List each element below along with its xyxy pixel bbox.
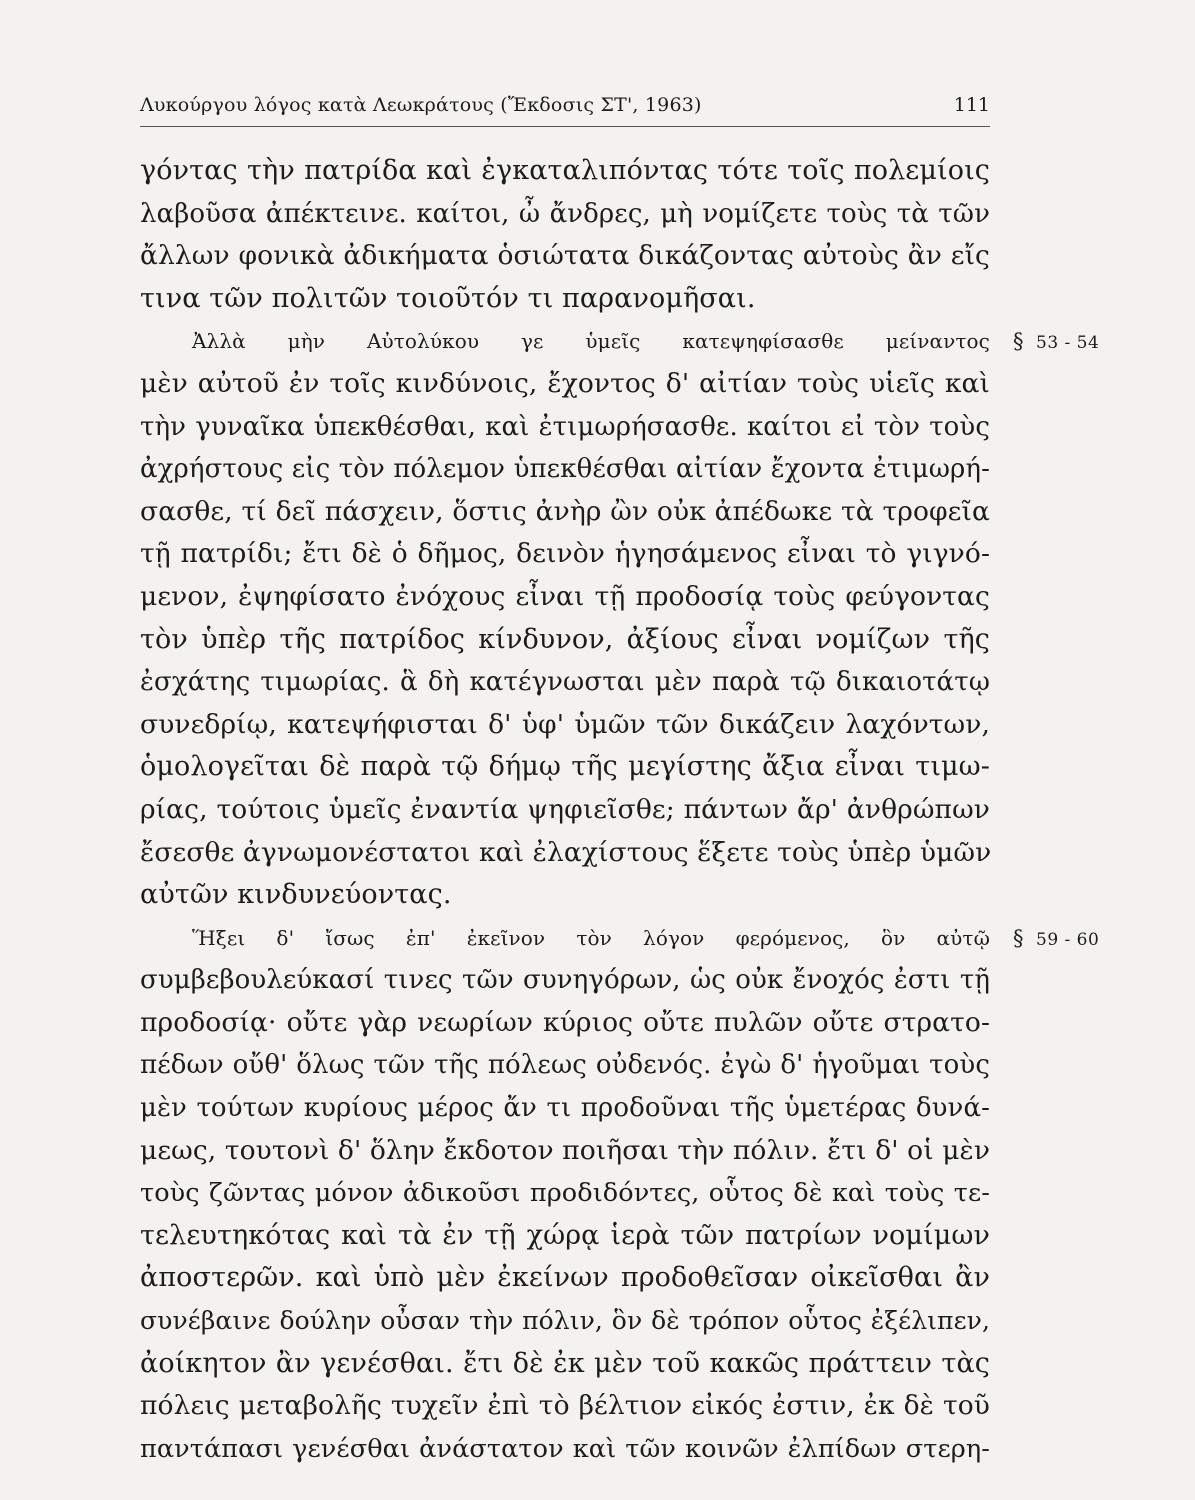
text-line: συνέβαινε δούλην οὖσαν τὴν πόλιν, ὃν δὲ τρόπον οὗτος ἐξέλιπεν, [140,1306,990,1336]
text-line: προδοσίᾳ· οὔτε γὰρ νεωρίων κύριος οὔτε πυλῶν οὔτε στρατο- [140,1006,990,1038]
text-line: ἔσεσθε ἀγνωμονέστατοι καὶ ἐλαχίστους ἕξετε τοὺς ὑπὲρ ὑμῶν [140,836,992,868]
margin-section-ref [1013,320,1099,365]
text-line: αὐτῶν κινδυνεύοντας. [140,879,452,911]
text-line: ὁμολογεῖται δὲ παρὰ τῷ δήμῳ τῆς μεγίστης ἄξια εἶναι τιμω- [140,751,990,783]
text-line: πόλεις μεταβολῆς τυχεῖν ἐπὶ τὸ βέλτιον εἰκός ἐστιν, ἐκ δὲ τοῦ [140,1390,990,1422]
section-range: 53 - 54 [1036,333,1100,354]
text-line: γόντας τὴν πατρίδα καὶ ἐγκαταλιπόντας τότε τοῖς πολεμίοις [140,155,990,186]
text-line-content: Ἀλλὰ μὴν Αὐτολύκου γε ὑμεῖς κατεψηφίσασθε μείναντος [192,329,990,354]
text-line: τοὺς ζῶντας μόνον ἀδικοῦσι προδιδόντες, οὗτος δὲ καὶ τοὺς τε- [140,1178,990,1209]
text-line: ἀποστερῶν. καὶ ὑπὸ μὲν ἐκείνων προδοθεῖσαν οἰκεῖσθαι ἂν [140,1262,990,1294]
text-line: τὸν ὑπὲρ τῆς πατρίδος κίνδυνον, ἀξίους εἶναι νομίζων τῆς [140,623,990,655]
paragraph-start-line [140,917,1100,960]
section-range: 59 - 60 [1036,929,1100,950]
text-line: συνεδρίῳ, κατεψήφισται δ' ὑφ' ὑμῶν τῶν δικάζειν λαχόντων, [140,708,990,740]
text-line: τῇ πατρίδι; ἔτι δὲ ὁ δῆμος, δεινὸν ἡγησάμενος εἶναι τὸ γιγνό- [140,538,990,570]
text-line: ἄλλων φονικὰ ἀδικήματα ὁσιώτατα δικάζοντας αὐτοὺς ἂν εἴς [140,240,990,272]
section-symbol: § [1013,329,1024,354]
text-line: λαβοῦσα ἀπέκτεινε. καίτοι, ὦ ἄνδρες, μὴ νομίζετε τοὺς τὰ τῶν [140,198,990,229]
text-line: ἀχρήστους εἰς τὸν πόλεμον ὑπεκθέσθαι αἰτίαν ἔχοντα ἐτιμωρή- [140,454,990,485]
page-number: 111 [953,94,990,116]
text-line: μενον, ἐψηφίσατο ἐνόχους εἶναι τῇ προδοσίᾳ τοὺς φεύγοντας [140,580,990,612]
body-text [140,150,1100,1470]
running-head-title: Λυκούργου λόγος κατὰ Λεωκράτους (Ἔκδοσις ΣΤ', 1963) [140,94,702,116]
text-line: ἐσχάτης τιμωρίας. ἃ δὴ κατέγνωσται μὲν παρὰ τῷ δικαιοτάτῳ [140,667,990,698]
text-line: μεως, τουτονὶ δ' ὅλην ἔκδοτον ποιῆσαι τὴν πόλιν. ἔτι δ' οἱ μὲν [140,1134,991,1166]
text-line: τὴν γυναῖκα ὑπεκθέσθαι, καὶ ἐτιμωρήσασθε. καίτοι εἰ τὸν τοὺς [140,411,990,442]
text-line: τινα τῶν πολιτῶν τοιοῦτόν τι παρανομῆσαι. [140,282,756,314]
text-line: μὲν τούτων κυρίους μέρος ἄν τι προδοῦναι τῆς ὑμετέρας δυνά- [140,1093,990,1124]
text-line: σασθε, τί δεῖ πάσχειν, ὅστις ἀνὴρ ὢν οὐκ ἀπέδωκε τὰ τροφεῖα [140,495,990,527]
text-line: συμβεβουλεύκασί τινες τῶν συνηγόρων, ὡς οὐκ ἔνοχός ἐστι τῇ [140,965,990,996]
text-line: μὲν αὐτοῦ ἐν τοῖς κινδύνοις, ἔχοντος δ' αἰτίαν τοὺς υἱεῖς καὶ [140,367,990,399]
text-line: πέδων οὔθ' ὅλως τῶν τῆς πόλεως οὐδενός. ἐγὼ δ' ἡγοῦμαι τοὺς [140,1050,990,1081]
text-line: παντάπασι γενέσθαι ἀνάστατον καὶ τῶν κοινῶν ἐλπίδων στερη- [140,1433,990,1464]
margin-section-ref [1013,917,1099,962]
text-line: ρίας, τούτοις ὑμεῖς ἐναντία ψηφιεῖσθε; πάντων ἄρ' ἀνθρώπων [140,793,990,825]
text-line-content: Ἥξει δ' ἴσως ἐπ' ἐκεῖνον τὸν λόγον φερόμενος, ὃν αὐτῷ [192,925,990,950]
section-symbol: § [1013,925,1024,950]
running-head [140,92,990,127]
paragraph-start-line [140,320,1100,363]
text-line: ἀοίκητον ἂν γενέσθαι. ἔτι δὲ ἐκ μὲν τοῦ κακῶς πράττειν τὰς [140,1347,990,1379]
text-line: τελευτηκότας καὶ τὰ ἐν τῇ χώρᾳ ἱερὰ τῶν πατρίων νομίμων [140,1219,990,1251]
